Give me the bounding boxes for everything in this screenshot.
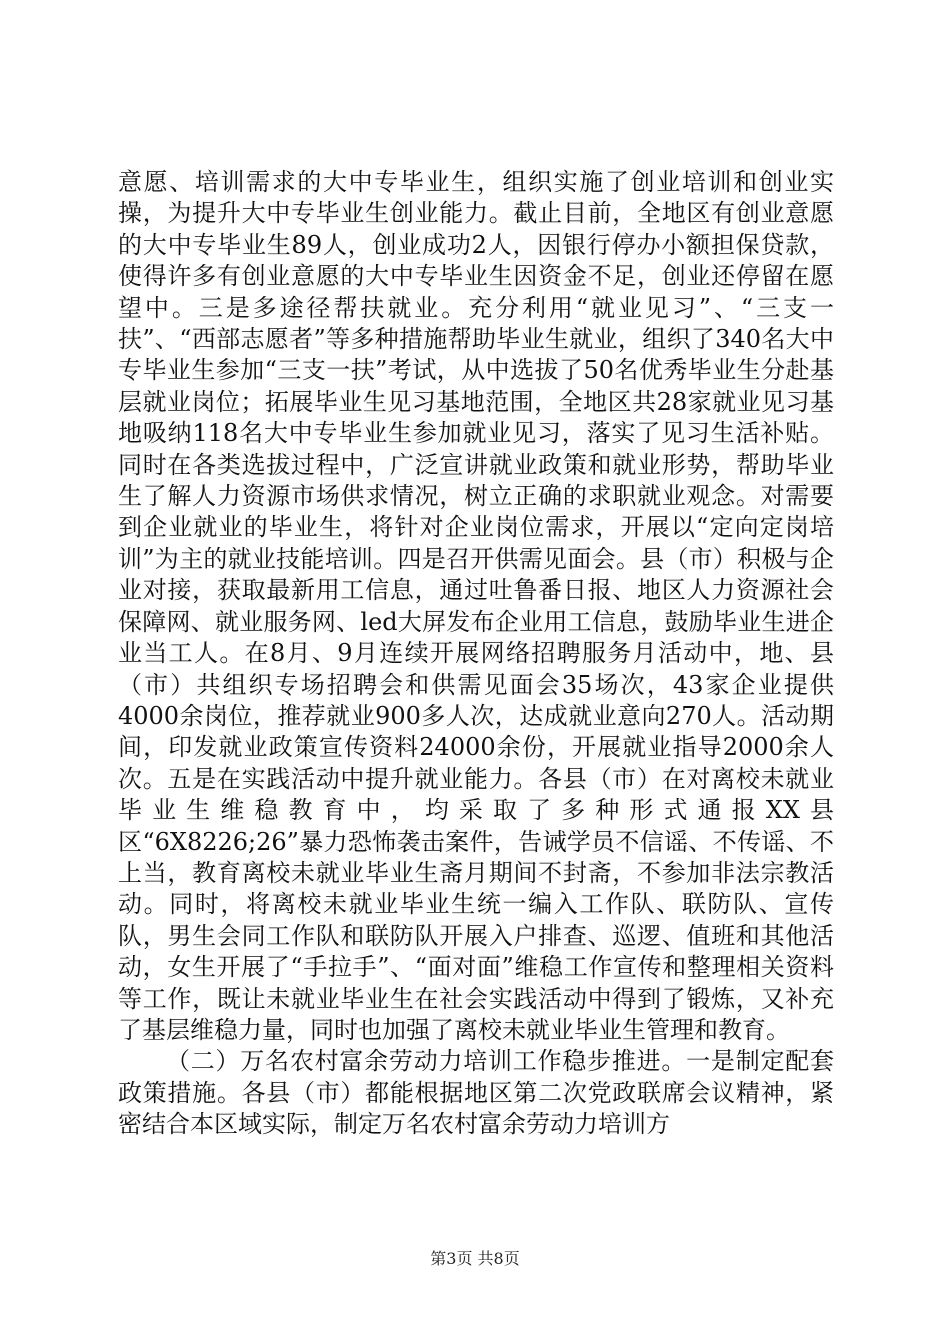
- page-footer: 第3页 共8页: [430, 1249, 520, 1268]
- paragraph-2: （二）万名农村富余劳动力培训工作稳步推进。一是制定配套政策措施。各县（市）都能根据地区第二次党政联席会议精神，紧密结合本区域实际，制定万名农村富余劳动力培训方: [118, 1047, 834, 1139]
- document-body: [118, 167, 834, 1141]
- paragraph-1: 意愿、培训需求的大中专毕业生，组织实施了创业培训和创业实操，为提升大中专毕业生创业能力。截止目前，全地区有创业意愿的大中专毕业生89人，创业成功2人，因银行停办小额担保贷款，使得许多有创业意愿的大中专毕业生因资金不足，创业还停留在愿望中。三是多途径帮扶就业。充分利用“就业见习”、“三支一扶”、“西部志愿者”等多种措施帮助毕业生就业，组织了340名大中专毕业生参加“三支一扶”考试，从中选拔了50名优秀毕业生分赴基层就业岗位；拓展毕业生见习基地范围，全地区共28家就业见习基地吸纳118名大中专毕业生参加就业见习，落实了见习生活补贴。同时在各类选拔过程中，广泛宣讲就业政策和就业形势，帮助毕业生了解人力资源市场供求情况，树立正确的求职就业观念。对需要到企业就业的毕业生，将针对企业岗位需求，开展以“定向定岗培训”为主的就业技能培训。四是召开供需见面会。县（市）积极与企业对接，获取最新用工信息，通过吐鲁番日报、地区人力资源社会保障网、就业服务网、led大屏发布企业用工信息，鼓励毕业生进企业当工人。在8月、9月连续开展网络招聘服务月活动中，地、县（市）共组织专场招聘会和供需见面会35场次，43家企业提供4000余岗位，推荐就业900多人次，达成就业意向270人。活动期间，印发就业政策宣传资料24000余份，开展就业指导2000余人次。五是在实践活动中提升就业能力。各县（市）在对离校未就业毕业生维稳教育中，均采取了多种形式通报XX县区“6X8226;26”暴力恐怖袭击案件，告诫学员不信谣、不传谣、不上当，教育离校未就业毕业生斋月期间不封斋，不参加非法宗教活动。同时，将离校未就业毕业生统一编入工作队、联防队、宣传队，男生会同工作队和联防队开展入户排查、巡逻、值班和其他活动，女生开展了“手拉手”、“面对面”维稳工作宣传和整理相关资料等工作，既让未就业毕业生在社会实践活动中得到了锻炼，又补充了基层维稳力量，同时也加强了离校未就业毕业生管理和教育。: [118, 168, 834, 1044]
